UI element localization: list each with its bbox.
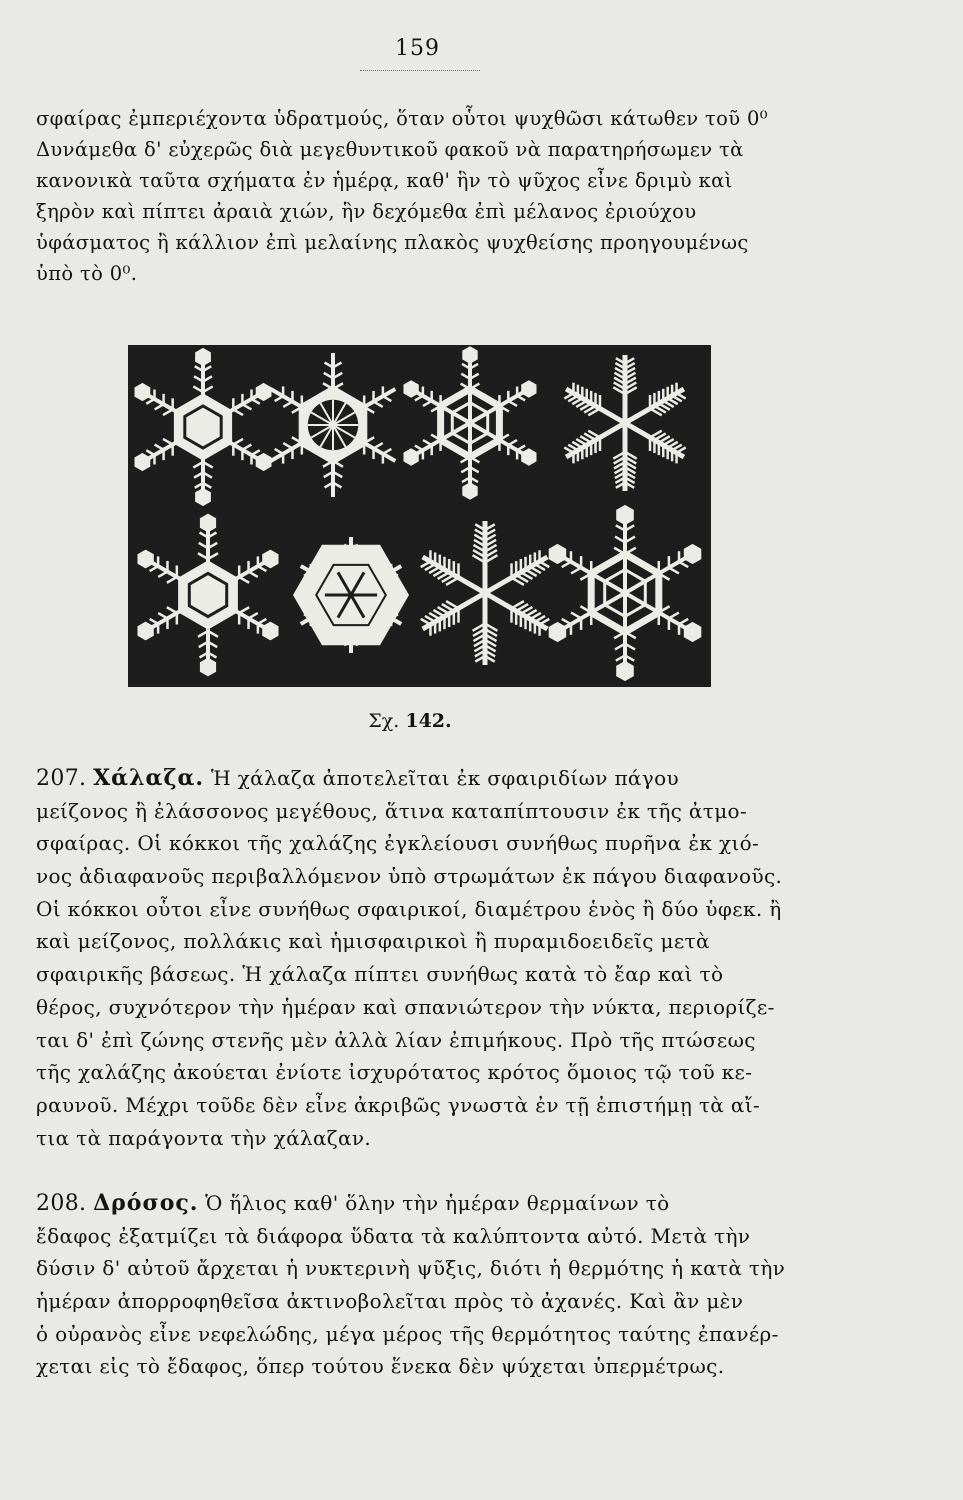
- caption-number: 142.: [405, 710, 452, 732]
- section-heading-line: [36, 1187, 806, 1220]
- text-line: νος ἀδιαφανοῦς περιβαλλόμενον ὑπὸ στρωμάτων ἐκ πάγου διαφανοῦς.: [36, 864, 783, 889]
- text-line: ἔδαφος ἐξατμίζει τὰ διάφορα ὕδατα τὰ καλύπτοντα αὐτό. Μετὰ τὴν: [36, 1223, 751, 1248]
- section-first-line: Ἡ χάλαζα ἀποτελεῖται ἐκ σφαιριδίων πάγου: [210, 766, 679, 790]
- text-line: Οἱ κόκκοι οὗτοι εἶνε συνήθως σφαιρικοί, διαμέτρου ἑνὸς ἢ δύο ὑφεκ. ἢ: [36, 896, 782, 921]
- text-line: χεται εἰς τὸ ἔδαφος, ὅπερ τούτου ἕνεκα δὲν ψύχεται ὑπερμέτρως.: [36, 1354, 725, 1379]
- text-line: Δυνάμεθα δ' εὐχερῶς διὰ μεγεθυντικοῦ φακοῦ νὰ παρατηρήσωμεν τὰ: [36, 138, 744, 161]
- text-line: τῆς χαλάζης ἀκούεται ἐνίοτε ἰσχυρότατος κρότος ὅμοιος τῷ τοῦ κε-: [36, 1060, 753, 1085]
- section-number: 207.: [36, 766, 87, 791]
- text-line: ξηρὸν καὶ πίπτει ἀραιὰ χιών, ἣν δεχόμεθα ἐπὶ μέλανος ἐριούχου: [36, 200, 697, 223]
- section-heading-line: [36, 762, 806, 795]
- text-line: ὁ οὐρανὸς εἶνε νεφελώδης, μέγα μέρος τῆς θερμότητος ταύτης ἐπανέρ-: [36, 1321, 779, 1346]
- snowflake-crystal: [404, 346, 537, 500]
- snowflake-crystal: [549, 505, 702, 681]
- snowflake-crystal: [421, 521, 550, 665]
- snowflake-crystal: [271, 353, 396, 497]
- text-line: σφαίρας. Οἱ κόκκοι τῆς χαλάζης ἐγκλείουσι συνήθως πυρῆνα ἐκ χιό-: [36, 831, 760, 856]
- section-first-line: Ὁ ἥλιος καθ' ὅλην τὴν ἡμέραν θερμαίνων τὸ: [205, 1191, 670, 1215]
- snowflake-crystal: [564, 355, 685, 491]
- header-rule: [360, 70, 480, 71]
- text-line: καὶ μείζονος, πολλάκις καὶ ἡμισφαιρικοὶ ἢ πυραμιδοειδεῖς μετὰ: [36, 929, 710, 954]
- text-line: ραυνοῦ. Μέχρι τοῦδε δὲν εἶνε ἀκριβῶς γνωστὰ ἐν τῇ ἐπιστήμῃ τὰ αἴ-: [36, 1092, 761, 1117]
- snowflake-crystal: [293, 537, 409, 653]
- intro-paragraph: [36, 103, 806, 289]
- page-number: 159: [395, 36, 440, 61]
- section-208: [36, 1187, 806, 1383]
- text-line: κανονικὰ ταῦτα σχήματα ἐν ἡμέρᾳ, καθ' ἣν τὸ ψῦχος εἶνε δριμὺ καὶ: [36, 169, 733, 192]
- section-title: Χάλαζα.: [93, 765, 205, 791]
- text-line: σφαίρας ἐμπεριέχοντα ὑδρατμούς, ὅταν οὗτοι ψυχθῶσι κάτωθεν τοῦ 0⁰: [36, 107, 768, 130]
- text-line: ἡμέραν ἀπορροφηθεῖσα ἀκτινοβολεῖται πρὸς τὸ ἀχανές. Καὶ ἂν μὲν: [36, 1289, 744, 1314]
- text-line: τια τὰ παράγοντα τὴν χάλαζαν.: [36, 1125, 372, 1150]
- text-line: ὑπὸ τὸ 0⁰.: [36, 262, 138, 285]
- snowflake-figure: [128, 345, 711, 687]
- snowflake-crystal: [138, 514, 279, 677]
- text-line: δύσιν δ' αὐτοῦ ἄρχεται ἡ νυκτερινὴ ψῦξις, διότι ἡ θερμότης ἡ κατὰ τὴν: [36, 1256, 786, 1281]
- text-line: ται δ' ἐπὶ ζώνης στενῆς μὲν ἀλλὰ λίαν ἐπιμήκους. Πρὸ τῆς πτώσεως: [36, 1027, 756, 1052]
- snowflake-crystal: [135, 348, 272, 506]
- text-line: ὑφάσματος ἢ κάλλιον ἐπὶ μελαίνης πλακὸς ψυχθείσης προηγουμένως: [36, 231, 749, 254]
- section-207: [36, 762, 806, 1154]
- caption-prefix: Σχ.: [368, 710, 400, 732]
- text-line: μείζονος ἢ ἐλάσσονος μεγέθους, ἅτινα καταπίπτουσιν ἐκ τῆς ἀτμο-: [36, 798, 748, 823]
- section-number: 208.: [36, 1191, 87, 1216]
- section-title: Δρόσος.: [93, 1190, 199, 1216]
- text-line: θέρος, συχνότερον τὴν ἡμέραν καὶ σπανιώτερον τὴν νύκτα, περιορίζε-: [36, 994, 775, 1019]
- text-line: σφαιρικῆς βάσεως. Ἡ χάλαζα πίπτει συνήθως κατὰ τὸ ἔαρ καὶ τὸ: [36, 962, 724, 987]
- snowflake-plate: [128, 345, 711, 687]
- figure-caption: [330, 710, 490, 732]
